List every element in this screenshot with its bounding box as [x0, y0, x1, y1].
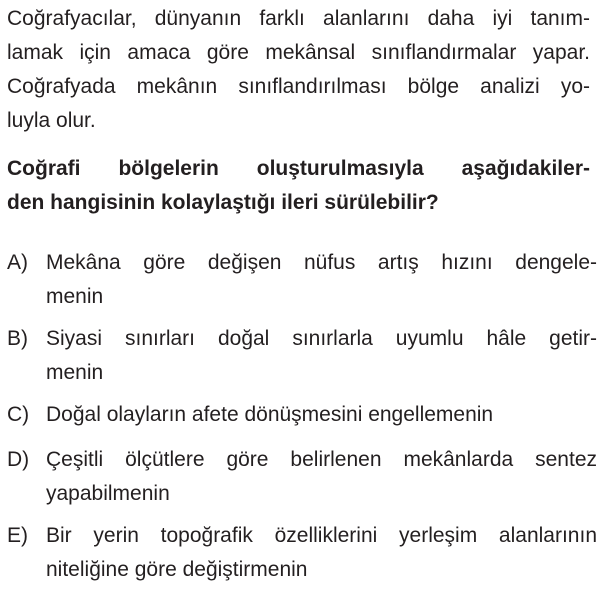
question-line: Coğrafi bölgelerin oluşturulmasıyla aşağıdakiler-	[7, 157, 590, 180]
option-text-line: Çeşitli ölçütlere göre belirlenen mekânlarda sentez	[46, 448, 597, 471]
option-text-line: niteliğine göre değiştirmenin	[46, 558, 308, 581]
option-text-line: menin	[46, 361, 104, 384]
option-text-line: Siyasi sınırları doğal sınırlarla uyumlu hâle getir-	[46, 327, 597, 350]
option-letter: E)	[7, 524, 28, 547]
passage-line: lamak için amaca göre mekânsal sınıflandırmalar yapar.	[7, 41, 590, 64]
option-text-line: Mekâna göre değişen nüfus artış hızını dengele-	[46, 251, 597, 274]
option-text-line: menin	[46, 285, 104, 308]
passage-line: luyla olur.	[7, 109, 96, 132]
option-letter: D)	[7, 448, 30, 471]
question-line: den hangisinin kolaylaştığı ileri sürülebilir?	[7, 191, 439, 214]
option-text-line: Doğal olayların afete dönüşmesini engellemenin	[46, 403, 494, 426]
option-letter: A)	[7, 251, 28, 274]
option-letter: B)	[7, 327, 28, 350]
passage-line: Coğrafyada mekânın sınıflandırılması bölge analizi yo-	[7, 75, 590, 98]
option-text-line: yapabilmenin	[46, 482, 170, 505]
passage-line: Coğrafyacılar, dünyanın farklı alanlarını daha iyi tanım-	[7, 7, 590, 30]
option-letter: C)	[7, 403, 30, 426]
option-text-line: Bir yerin topoğrafik özelliklerini yerleşim alanlarının	[46, 524, 597, 547]
